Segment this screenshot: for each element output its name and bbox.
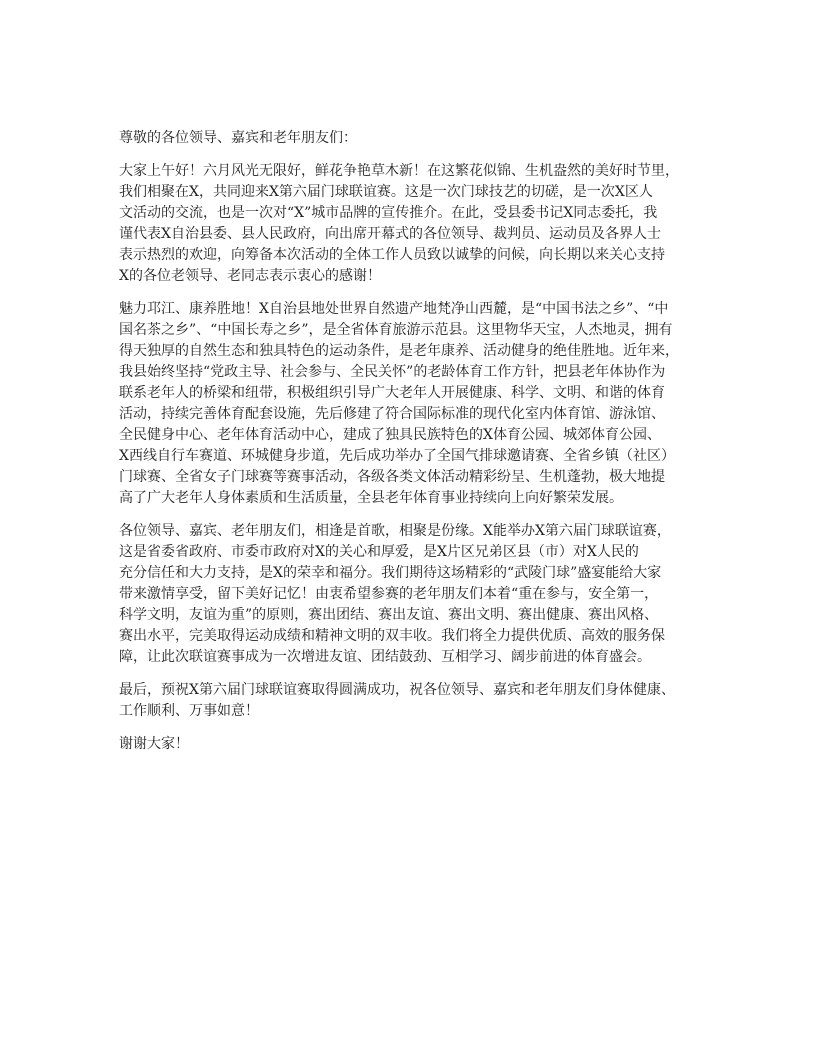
paragraph-closing: 谢谢大家！ [119,736,189,752]
document-body [119,128,711,767]
paragraph-introduction: 魅力邛江、康养胜地！X自治县地处世界自然遗产地梵净山西麓，是“中国书法之乡”、“中 国名茶之乡”、“中国长寿之乡”，是全省体育旅游示范县。这里物华天宝，人杰地灵，拥有 得天独厚的自然生态和独具特色的运动条件，是老年康养、活动健身的绝佳胜地。近年来， 我县始终坚持“党政主导、社会参与、全民关怀”的老龄体育工作方针，把县老年体协作为 联系老年人的桥梁和纽带，积极组织引导广大老年人开展健康、科学、文明、和谐的体育 活动，持续完善体育配套设施，先后修建了符合国际标准的现代化室内体育馆、游泳馆、 全民健身中心、老年体育活动中心，建成了独具民族特色的X体育公园、城郊体育公园、 X西线自行车赛道、环城健身步道，先后成功举办了全国气排球邀请赛、全省乡镇（社区） 门球赛、全省女子门球赛等赛事活动，各级各类文体活动精彩纷呈、生机蓬勃，极大地提 高了广大老年人身体素质和生活质量，全县老年体育事业持续向上向好繁荣发展。 [119,301,679,506]
paragraph-gratitude: 各位领导、嘉宾、老年朋友们，相逢是首歌，相聚是份缘。X能举办X第六届门球联谊赛， 这是省委省政府、市委市政府对X的关心和厚爱，是X片区兄弟区县（市）对X人民的 充分信任和大力支持，是X的荣幸和福分。我们期待这场精彩的“武陵门球”盛宴能给大家 带来激情享受，留下美好记忆！由衷希望参赛的老年朋友们本着“重在参与，安全第一， 科学文明，友谊为重”的原则，赛出团结、赛出友谊、赛出文明、赛出健康、赛出风格、 赛出水平，完美取得运动成绩和精神文明的双丰收。我们将全力提供优质、高效的服务保 障，让此次联谊赛事成为一次增进友谊、团结鼓劲、互相学习、阔步前进的体育盛会。 [119,523,671,665]
paragraph-welcome: 大家上午好！六月风光无限好，鲜花争艳草木新！在这繁花似锦、生机盎然的美好时节里， 我们相聚在X，共同迎来X第六届门球联谊赛。这是一次门球技艺的切磋，是一次X区人 文活动的交流，也是一次对“X”城市品牌的宣传推介。在此，受县委书记X同志委托，我 谨代表X自治县委、县人民政府，向出席开幕式的各位领导、裁判员、运动员及各界人士 表示热烈的欢迎，向筹备本次活动的全体工作人员致以诚挚的问候，向长期以来关心支持 X的各位老领导、老同志表示衷心的感谢！ [119,163,679,284]
salutation: 尊敬的各位领导、嘉宾和老年朋友们： [119,130,357,146]
paragraph-wishes: 最后，预祝X第六届门球联谊赛取得圆满成功，祝各位领导、嘉宾和老年朋友们身体健康、 工作顺利、万事如意！ [119,682,675,719]
